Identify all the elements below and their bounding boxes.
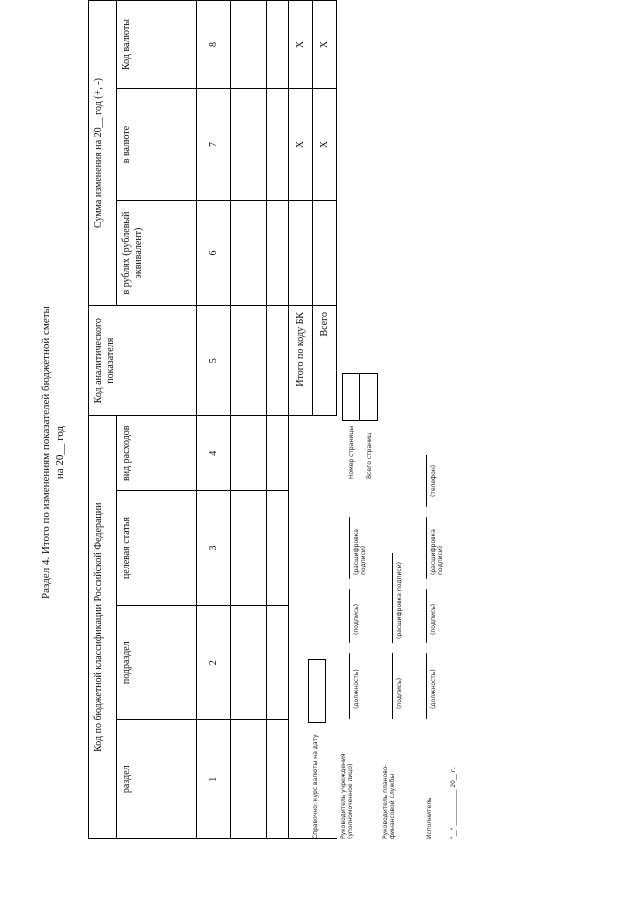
- header-podrazdel: подраздел: [117, 606, 197, 720]
- signature-line: [426, 517, 427, 579]
- page-number-label: Номер страницы: [348, 425, 355, 479]
- signature-line: [392, 553, 393, 643]
- total-all-label: Всего: [313, 306, 337, 416]
- table-row: [231, 1, 267, 839]
- signature-line: [349, 653, 350, 719]
- col-number: 4: [197, 416, 231, 491]
- signature-line: [349, 589, 350, 643]
- x-mark: X: [313, 1, 337, 89]
- date-line: "__" ____________ 20__ г.: [450, 767, 457, 839]
- page-count-box: [342, 373, 378, 421]
- podpis-caption: (подпись): [396, 677, 403, 709]
- rate-input[interactable]: [308, 659, 326, 723]
- col-number: 8: [197, 1, 231, 89]
- col-number: 5: [197, 306, 231, 416]
- header-kod-val: Код валюты: [117, 1, 197, 89]
- rasshifrovka-caption: (расшифровка подписи): [396, 562, 403, 639]
- dolzhnost-caption: (должность): [353, 669, 360, 709]
- fin-label: Руководитель планово-финансовой службы: [382, 764, 396, 839]
- col-number: 2: [197, 606, 231, 720]
- signature-line: [426, 589, 427, 643]
- executor-label: Исполнитель: [426, 797, 433, 839]
- signature-line: [426, 653, 427, 719]
- col-number: 3: [197, 491, 231, 606]
- header-vid: вид расходов: [117, 416, 197, 491]
- signature-line: [392, 653, 393, 719]
- head-label: Руководитель учреждения (уполномоченное лицо): [340, 753, 354, 839]
- total-pages-label: Всего страниц: [366, 432, 373, 479]
- section-title: Раздел 4. Итого по изменениям показателей бюджетной сметы: [40, 306, 52, 599]
- header-analytic: Код аналитического показателя: [89, 306, 197, 416]
- header-rub: в рублях (рублевый эквивалент): [117, 201, 197, 306]
- header-statya: целевая статья: [117, 491, 197, 606]
- rasshifrovka-caption: (расшифровка подписи): [353, 529, 367, 575]
- phone-caption: (телефон): [430, 464, 437, 497]
- header-val: в валюте: [117, 89, 197, 201]
- total-bk-label: Итого по коду БК: [289, 306, 313, 416]
- col-number: 6: [197, 201, 231, 306]
- dolzhnost-caption: (должность): [430, 669, 437, 709]
- changes-table: [88, 0, 337, 839]
- header-bk-group: Код по бюджетной классификации Российской Федерации: [89, 416, 117, 839]
- col-number: 7: [197, 89, 231, 201]
- header-razdel: раздел: [117, 720, 197, 839]
- podpis-caption: (подпись): [353, 603, 360, 635]
- x-mark: X: [289, 1, 313, 89]
- signature-line: [349, 517, 350, 579]
- signature-line: [426, 455, 427, 507]
- rate-label: Справочно: курс валюты на дату: [312, 734, 319, 839]
- col-number: 1: [197, 720, 231, 839]
- section-year: на 20__ год: [54, 425, 66, 480]
- x-mark: X: [289, 89, 313, 201]
- x-mark: X: [313, 89, 337, 201]
- podpis-caption: (подпись): [430, 603, 437, 635]
- table-row: [267, 1, 289, 839]
- rasshifrovka-caption: (расшифровка подписи): [430, 529, 444, 575]
- header-sum-group: Сумма изменения на 20__ год (+, -): [89, 1, 117, 306]
